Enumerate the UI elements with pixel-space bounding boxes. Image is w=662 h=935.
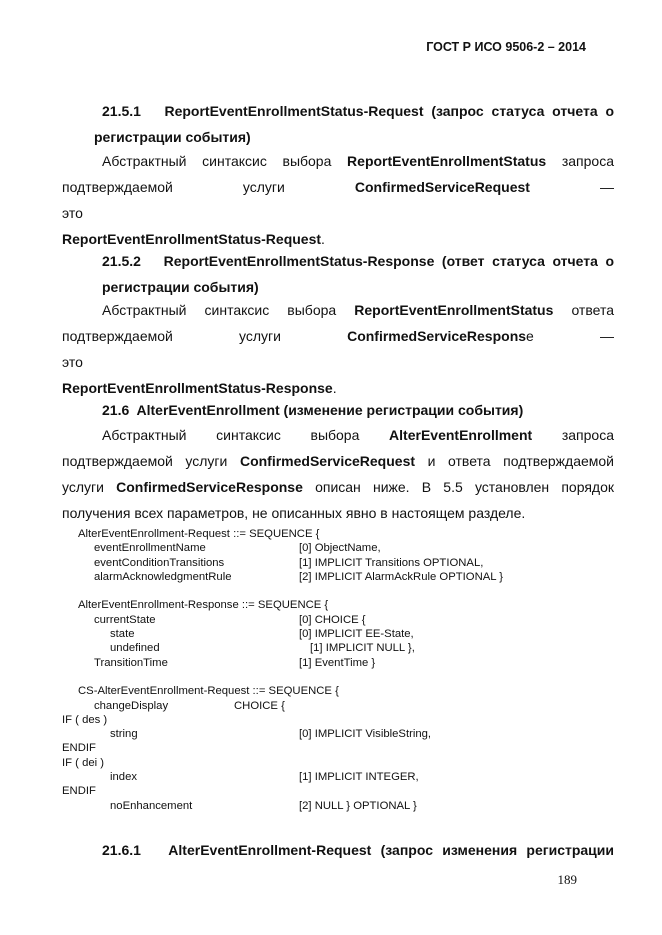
section-21-5-1-heading [62, 98, 614, 150]
section-number: 21.5.1 [102, 103, 141, 119]
term: ReportEventEnrollmentStatus [354, 302, 554, 318]
section-title: ReportEventEnrollmentStatus-Request (запрос статуса отчета о [164, 103, 615, 119]
code-type: [0] IMPLICIT VisibleString, [299, 728, 432, 741]
text: подтверждаемой услуги [62, 328, 348, 344]
code-line: AlterEventEnrollment-Request ::= SEQUENCE { [78, 528, 320, 540]
asn1-code-block [62, 527, 622, 813]
code-type: [1] IMPLICIT INTEGER, [299, 771, 419, 784]
section-number: 21.5.2 [102, 253, 141, 269]
text: . [332, 380, 337, 396]
section-title: AlterEventEnrollment (изменение регистрации события) [136, 402, 524, 418]
section-title-cont: регистрации события) [94, 129, 251, 145]
code-field: string [110, 728, 138, 741]
term: ConfirmedServiceResponse [116, 479, 303, 495]
text: Абстрактный синтаксис выбора [102, 302, 355, 318]
code-type: CHOICE { [234, 699, 285, 712]
text: и ответа подтверждаемой [415, 453, 614, 469]
code-directive: IF ( dei ) [62, 756, 105, 769]
term: ConfirmedServiceRequest [239, 453, 416, 469]
section-number: 21.6.1 [102, 842, 141, 858]
code-type: [0] CHOICE { [299, 613, 366, 626]
code-field: index [110, 771, 138, 784]
code-field: changeDisplay [94, 699, 169, 712]
code-field: eventEnrollmentName [94, 542, 206, 555]
text: — это [62, 179, 614, 221]
term: AlterEventEnrollment [389, 427, 533, 443]
section-number: 21.6 [102, 402, 130, 418]
code-field: state [110, 628, 135, 641]
code-line: AlterEventEnrollment-Response ::= SEQUENCE { [78, 599, 329, 612]
page-number: 189 [557, 872, 577, 887]
code-field: eventConditionTransitions [94, 556, 225, 569]
code-field: noEnhancement [110, 799, 193, 812]
code-directive: ENDIF [62, 742, 96, 755]
code-field: currentState [94, 613, 156, 626]
code-type: [0] IMPLICIT EE-State, [299, 628, 414, 641]
text: e — это [62, 328, 614, 370]
code-type: [2] IMPLICIT AlarmAckRule OPTIONAL } [299, 570, 504, 583]
text: Абстрактный синтаксис выбора [102, 153, 348, 169]
code-directive: ENDIF [62, 785, 96, 798]
section-21-5-2-heading [62, 248, 614, 300]
text: получения всех параметров, не описанных явно в настоящем разделе. [62, 505, 526, 521]
section-title: ReportEventEnrollmentStatus-Response (ответ статуса отчета о [163, 253, 615, 269]
running-header: ГОСТ Р ИСО 9506-2 – 2014 [426, 40, 586, 54]
code-directive: IF ( des ) [62, 713, 108, 726]
text: услуги [62, 479, 117, 495]
code-type: [0] ObjectName, [299, 542, 381, 555]
section-21-5-2-body [62, 297, 614, 401]
text: запроса [546, 153, 614, 169]
section-21-5-1-body [62, 148, 614, 252]
section-title-cont: регистрации события) [102, 279, 259, 295]
code-type: [1] EventTime } [299, 656, 376, 669]
text: . [321, 231, 325, 247]
text: Абстрактный синтаксис выбора [102, 427, 390, 443]
text: описан ниже. В 5.5 установлен порядок [302, 479, 615, 495]
text: подтверждаемой услуги [62, 179, 355, 195]
text: подтверждаемой услуги [62, 453, 240, 469]
code-field: TransitionTime [94, 656, 168, 669]
code-type: [1] IMPLICIT NULL }, [310, 642, 415, 655]
code-line: CS-AlterEventEnrollment-Request ::= SEQUENCE { [78, 685, 339, 698]
section-21-6-heading [62, 397, 614, 423]
code-type: [2] NULL } OPTIONAL } [299, 799, 417, 812]
code-type: [1] IMPLICIT Transitions OPTIONAL, [299, 556, 484, 569]
text: ответа [553, 302, 614, 318]
term: ConfirmedServiceRequest [354, 179, 530, 195]
term: ReportEventEnrollmentStatus-Request [62, 231, 322, 247]
section-21-6-1-heading [62, 837, 614, 863]
term: ConfirmedServiceRespons [347, 328, 527, 344]
code-field: alarmAcknowledgmentRule [94, 570, 232, 583]
term: ReportEventEnrollmentStatus-Response [62, 380, 333, 396]
section-title: AlterEventEnrollment-Request (запрос изменения регистрации [168, 842, 614, 858]
term: ReportEventEnrollmentStatus [347, 153, 547, 169]
text: запроса [532, 427, 614, 443]
code-field: undefined [110, 642, 160, 655]
section-21-6-body [62, 422, 614, 526]
